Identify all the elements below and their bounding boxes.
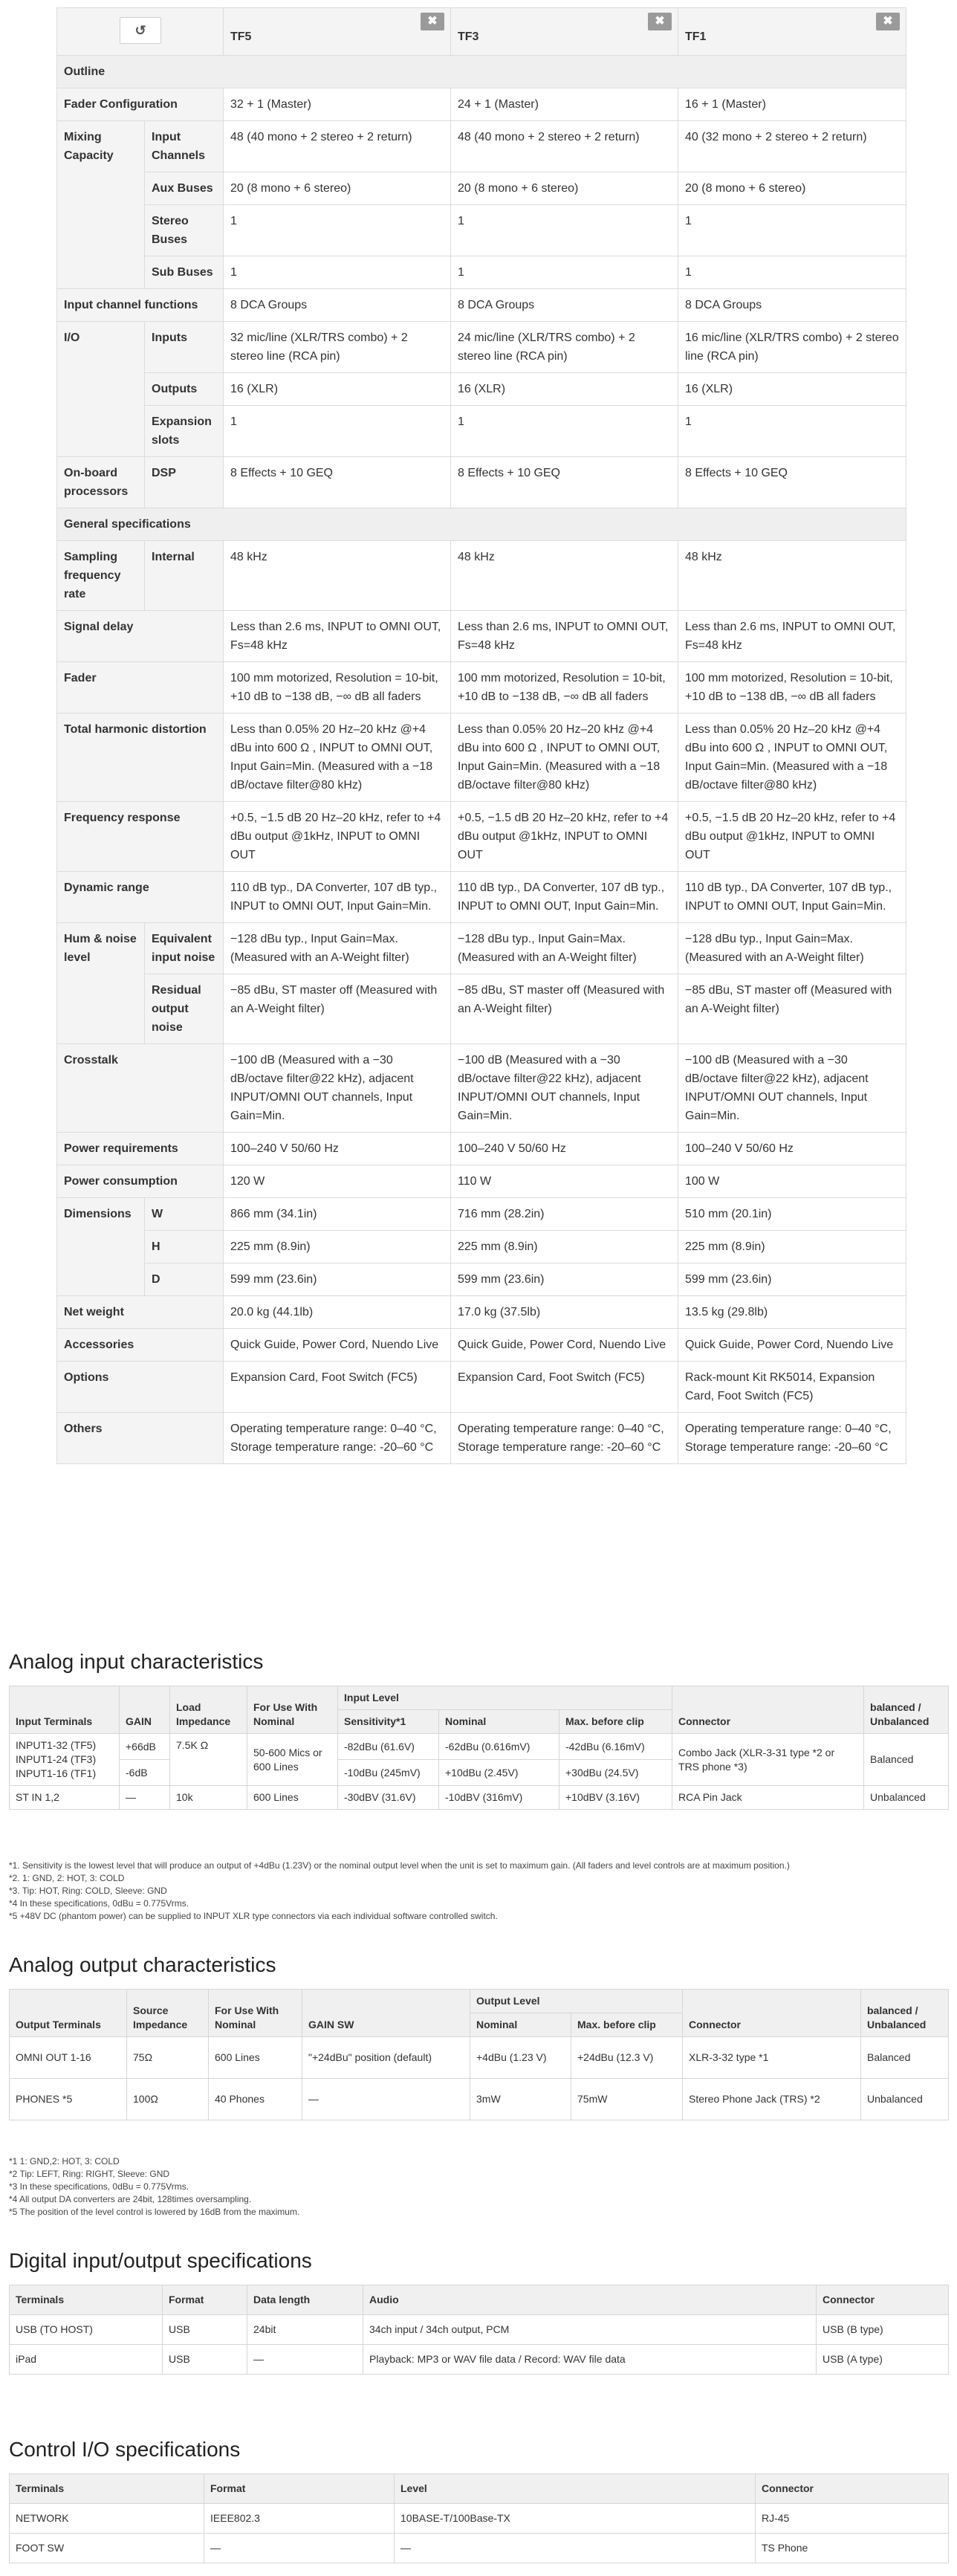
spec-value-tf5: 32 + 1 (Master) (224, 88, 451, 121)
spec-value-tf5: 100 mm motorized, Resolution = 10-bit, +10 dB to −138 dB, −∞ dB all faders (224, 662, 451, 713)
balanced-cell: Balanced (864, 1734, 949, 1786)
spec-value-tf3: 48 kHz (451, 541, 678, 611)
col-data-length: Data length (247, 2285, 363, 2315)
spec-value-tf5: 8 DCA Groups (224, 289, 451, 322)
sensitivity-cell: -30dBV (31.6V) (338, 1786, 439, 1810)
spec-row (57, 457, 906, 508)
spec-value-tf3: 20 (8 mono + 6 stereo) (451, 172, 678, 205)
footnote: *2 Tip: LEFT, Ring: RIGHT, Sleeve: GND (9, 2169, 170, 2179)
spec-value-tf1: −100 dB (Measured with a −30 dB/octave filter@22 kHz), adjacent INPUT/OMNI OUT channels, Input Gain=Min. (678, 1044, 906, 1133)
spec-label: Frequency response (57, 802, 224, 872)
table-row (10, 1734, 949, 1760)
table-row (10, 1786, 949, 1810)
spec-value-tf1: −128 dBu typ., Input Gain=Max. (Measured with an A-Weight filter) (678, 923, 906, 974)
spec-row (57, 1133, 906, 1165)
spec-value-tf5: 866 mm (34.1in) (224, 1198, 451, 1231)
col-nominal: Nominal (439, 1710, 559, 1734)
spec-value-tf3: Operating temperature range: 0–40 °C, Storage temperature range: -20–60 °C (451, 1413, 678, 1464)
sensitivity-cell: -82dBu (61.6V) (338, 1734, 439, 1760)
spec-label: Accessories (57, 1329, 224, 1362)
max-cell: 75mW (571, 2079, 683, 2120)
spec-value-tf3: 24 + 1 (Master) (451, 88, 678, 121)
spec-sublabel: W (145, 1198, 224, 1231)
spec-value-tf3: +0.5, −1.5 dB 20 Hz–20 kHz, refer to +4 dBu output @1kHz, INPUT to OMNI OUT (451, 802, 678, 872)
spec-value-tf5: Operating temperature range: 0–40 °C, Storage temperature range: -20–60 °C (224, 1413, 451, 1464)
remove-tf3-button[interactable]: ✖ (648, 13, 672, 30)
connector-cell: RJ-45 (756, 2504, 949, 2534)
spec-value-tf5: −100 dB (Measured with a −30 dB/octave filter@22 kHz), adjacent INPUT/OMNI OUT channels, Input Gain=Min. (224, 1044, 451, 1133)
table-row (10, 2315, 949, 2345)
col-gain-sw: GAIN SW (302, 1990, 470, 2037)
spec-value-tf1: 48 kHz (678, 541, 906, 611)
model-column-tf1 (678, 8, 906, 56)
spec-value-tf3: 100–240 V 50/60 Hz (451, 1133, 678, 1165)
max-cell: -42dBu (6.16mV) (559, 1734, 672, 1760)
spec-row (57, 923, 906, 974)
col-nominal-use: For Use With Nominal (247, 1686, 338, 1734)
col-output-terminals: Output Terminals (10, 1990, 127, 2037)
control-io-title: Control I/O specifications (9, 2438, 241, 2461)
spec-value-tf5: Less than 0.05% 20 Hz–20 kHz @+4 dBu into 600 Ω , INPUT to OMNI OUT, Input Gain=Min. (Measured with a −18 dB/octave filter@80 kHz) (224, 713, 451, 802)
spec-value-tf5: 20 (8 mono + 6 stereo) (224, 172, 451, 205)
spec-row (57, 88, 906, 121)
output-terminals-cell: PHONES *5 (10, 2079, 127, 2120)
section-header-row (57, 56, 906, 88)
footnote: *1. Sensitivity is the lowest level that will produce an output of +4dBu (1.23V) or the nominal output level when the unit is set to maximum gain. (All faders and level controls are at maximum position.) (9, 1860, 790, 1871)
spec-value-tf3: 716 mm (28.2in) (451, 1198, 678, 1231)
spec-label: Mixing Capacity (57, 121, 145, 289)
section-title: General specifications (57, 508, 906, 541)
spec-row (57, 1296, 906, 1329)
spec-label: Hum & noise level (57, 923, 145, 1044)
load-cell: 10k (170, 1786, 247, 1810)
use-cell: 600 Lines (247, 1786, 338, 1810)
spec-row (57, 289, 906, 322)
connector-cell: USB (A type) (817, 2345, 949, 2375)
spec-value-tf5: 100–240 V 50/60 Hz (224, 1133, 451, 1165)
col-max-before-clip: Max. before clip (559, 1710, 672, 1734)
col-output-level: Output Level (470, 1990, 683, 2013)
spec-row (57, 373, 906, 406)
spec-value-tf1: Quick Guide, Power Cord, Nuendo Live (678, 1329, 906, 1362)
analog-input-notes (9, 1860, 790, 1923)
col-connector: Connector (817, 2285, 949, 2315)
spec-row (57, 662, 906, 713)
spec-value-tf3: Quick Guide, Power Cord, Nuendo Live (451, 1329, 678, 1362)
source-cell: 75Ω (127, 2037, 209, 2079)
spec-sublabel: Equivalent input noise (145, 923, 224, 974)
section-title: Outline (57, 56, 906, 88)
table-row (10, 2079, 949, 2120)
spec-value-tf1: 13.5 kg (29.8lb) (678, 1296, 906, 1329)
section-header-row (57, 508, 906, 541)
spec-sublabel: Sub Buses (145, 256, 224, 289)
gain-cell: +66dB (120, 1734, 170, 1760)
spec-sublabel: H (145, 1231, 224, 1263)
spec-value-tf1: 1 (678, 406, 906, 457)
spec-value-tf5: 48 kHz (224, 541, 451, 611)
connector-cell: USB (B type) (817, 2315, 949, 2345)
spec-value-tf3: 16 (XLR) (451, 373, 678, 406)
source-cell: 100Ω (127, 2079, 209, 2120)
gain-cell: — (120, 1786, 170, 1810)
footnote: *2. 1: GND, 2: HOT, 3: COLD (9, 1873, 125, 1883)
spec-value-tf1: 20 (8 mono + 6 stereo) (678, 172, 906, 205)
spec-value-tf3: 225 mm (8.9in) (451, 1231, 678, 1263)
model-name: TF1 (685, 30, 707, 43)
level-cell: 10BASE-T/100Base-TX (395, 2504, 756, 2534)
table-row (10, 2345, 949, 2375)
data-length-cell: — (247, 2345, 363, 2375)
footnote: *4 All output DA converters are 24bit, 128times oversampling. (9, 2194, 252, 2204)
spec-sublabel: Aux Buses (145, 172, 224, 205)
spec-row (57, 1165, 906, 1198)
col-terminals: Terminals (10, 2474, 204, 2504)
spec-value-tf1: 100 mm motorized, Resolution = 10-bit, +10 dB to −138 dB, −∞ dB all faders (678, 662, 906, 713)
col-terminals: Terminals (10, 2285, 163, 2315)
spec-value-tf5: −128 dBu typ., Input Gain=Max. (Measured with an A-Weight filter) (224, 923, 451, 974)
model-column-tf3 (451, 8, 678, 56)
spec-value-tf3: 17.0 kg (37.5lb) (451, 1296, 678, 1329)
spec-value-tf1: 110 dB typ., DA Converter, 107 dB typ., INPUT to OMNI OUT, Input Gain=Min. (678, 872, 906, 923)
spec-value-tf5: 32 mic/line (XLR/TRS combo) + 2 stereo line (RCA pin) (224, 322, 451, 373)
footnote: *3. Tip: HOT, Ring: COLD, Sleeve: GND (9, 1886, 167, 1896)
spec-label: Options (57, 1362, 224, 1413)
spec-value-tf1: −85 dBu, ST master off (Measured with an A-Weight filter) (678, 974, 906, 1044)
spec-value-tf5: Expansion Card, Foot Switch (FC5) (224, 1362, 451, 1413)
connector-cell: XLR-3-32 type *1 (683, 2037, 861, 2079)
terminals-cell: FOOT SW (10, 2534, 204, 2563)
analog-output-title: Analog output characteristics (9, 1953, 276, 1976)
spec-label: Power requirements (57, 1133, 224, 1165)
gain-cell: -6dB (120, 1760, 170, 1786)
control-io-table (9, 2473, 949, 2563)
spec-sublabel: Residual output noise (145, 974, 224, 1044)
col-level: Level (395, 2474, 756, 2504)
max-cell: +24dBu (12.3 V) (571, 2037, 683, 2079)
spec-value-tf1: Rack-mount Kit RK5014, Expansion Card, Foot Switch (FC5) (678, 1362, 906, 1413)
audio-cell: 34ch input / 34ch output, PCM (363, 2315, 817, 2345)
spec-row (57, 205, 906, 256)
format-cell: IEEE802.3 (204, 2504, 395, 2534)
spec-label: Net weight (57, 1296, 224, 1329)
spec-value-tf5: 48 (40 mono + 2 stereo + 2 return) (224, 121, 451, 172)
footnote: *1 1: GND,2: HOT, 3: COLD (9, 2156, 120, 2166)
spec-value-tf3: 48 (40 mono + 2 stereo + 2 return) (451, 121, 678, 172)
spec-label: Others (57, 1413, 224, 1464)
input-terminals-cell: INPUT1-32 (TF5) INPUT1-24 (TF3) INPUT1-16 (TF1) (10, 1734, 120, 1786)
spec-value-tf5: 16 (XLR) (224, 373, 451, 406)
col-connector: Connector (756, 2474, 949, 2504)
spec-sublabel: Outputs (145, 373, 224, 406)
spec-row (57, 1231, 906, 1263)
digital-io-title: Digital input/output specifications (9, 2249, 312, 2272)
spec-value-tf1: Less than 2.6 ms, INPUT to OMNI OUT, Fs=48 kHz (678, 611, 906, 662)
col-gain: GAIN (120, 1686, 170, 1734)
format-cell: USB (163, 2345, 247, 2375)
spec-sublabel: Stereo Buses (145, 205, 224, 256)
col-nominal: Nominal (470, 2013, 571, 2037)
model-name: TF3 (458, 30, 479, 43)
spec-sublabel: Inputs (145, 322, 224, 373)
spec-value-tf1: Operating temperature range: 0–40 °C, Storage temperature range: -20–60 °C (678, 1413, 906, 1464)
col-balanced: balanced / Unbalanced (864, 1686, 949, 1734)
terminals-cell: USB (TO HOST) (10, 2315, 163, 2345)
spec-value-tf5: −85 dBu, ST master off (Measured with an A-Weight filter) (224, 974, 451, 1044)
spec-row (57, 121, 906, 172)
footnote: *3 In these specifications, 0dBu = 0.775Vrms. (9, 2181, 189, 2192)
spec-value-tf3: 1 (451, 406, 678, 457)
analog-input-table (9, 1686, 949, 1810)
spec-row (57, 1044, 906, 1133)
spec-row (57, 1362, 906, 1413)
spec-label: Power consumption (57, 1165, 224, 1198)
spec-label: I/O (57, 322, 145, 457)
spec-label: On-board processors (57, 457, 145, 508)
spec-sublabel: DSP (145, 457, 224, 508)
table-row (10, 2037, 949, 2079)
balanced-cell: Unbalanced (864, 1786, 949, 1810)
col-load-impedance: Load Impedance (170, 1686, 247, 1734)
spec-row (57, 406, 906, 457)
terminals-cell: NETWORK (10, 2504, 204, 2534)
connector-cell: RCA Pin Jack (672, 1786, 864, 1810)
spec-sublabel: Input Channels (145, 121, 224, 172)
input-terminals-cell: ST IN 1,2 (10, 1786, 120, 1810)
table-row (10, 2534, 949, 2563)
spec-value-tf1: 16 mic/line (XLR/TRS combo) + 2 stereo line (RCA pin) (678, 322, 906, 373)
spec-value-tf1: 1 (678, 256, 906, 289)
spec-value-tf5: 225 mm (8.9in) (224, 1231, 451, 1263)
remove-tf1-button[interactable]: ✖ (876, 13, 900, 30)
spec-row (57, 1198, 906, 1231)
terminals-cell: iPad (10, 2345, 163, 2375)
sensitivity-cell: -10dBu (245mV) (338, 1760, 439, 1786)
nominal-cell: -62dBu (0.616mV) (439, 1734, 559, 1760)
spec-value-tf1: 510 mm (20.1in) (678, 1198, 906, 1231)
spec-value-tf5: 120 W (224, 1165, 451, 1198)
use-cell: 40 Phones (209, 2079, 302, 2120)
max-cell: +10dBV (3.16V) (559, 1786, 672, 1810)
spec-value-tf1: 16 (XLR) (678, 373, 906, 406)
connector-cell: TS Phone (756, 2534, 949, 2563)
spec-row (57, 1263, 906, 1296)
col-max-before-clip: Max. before clip (571, 2013, 683, 2037)
spec-value-tf5: 1 (224, 256, 451, 289)
spec-value-tf5: 8 Effects + 10 GEQ (224, 457, 451, 508)
connector-cell: Stereo Phone Jack (TRS) *2 (683, 2079, 861, 2120)
load-cell: 7.5K Ω (170, 1734, 247, 1786)
spec-value-tf3: 8 DCA Groups (451, 289, 678, 322)
balanced-cell: Unbalanced (861, 2079, 949, 2120)
spec-label: Fader Configuration (57, 88, 224, 121)
spec-value-tf3: Less than 2.6 ms, INPUT to OMNI OUT, Fs=48 kHz (451, 611, 678, 662)
spec-value-tf1: 599 mm (23.6in) (678, 1263, 906, 1296)
spec-value-tf5: 599 mm (23.6in) (224, 1263, 451, 1296)
spec-value-tf1: 8 Effects + 10 GEQ (678, 457, 906, 508)
analog-output-table (9, 1989, 949, 2120)
spec-label: Input channel functions (57, 289, 224, 322)
spec-value-tf3: 599 mm (23.6in) (451, 1263, 678, 1296)
col-source-impedance: Source Impedance (127, 1990, 209, 2037)
spec-value-tf1: 100 W (678, 1165, 906, 1198)
nominal-cell: +4dBu (1.23 V) (470, 2037, 571, 2079)
spec-value-tf1: 40 (32 mono + 2 stereo + 2 return) (678, 121, 906, 172)
spec-row (57, 802, 906, 872)
spec-label: Total harmonic distortion (57, 713, 224, 802)
spec-value-tf1: 16 + 1 (Master) (678, 88, 906, 121)
spec-value-tf5: Less than 2.6 ms, INPUT to OMNI OUT, Fs=48 kHz (224, 611, 451, 662)
spec-value-tf5: 1 (224, 205, 451, 256)
model-name: TF5 (230, 30, 252, 43)
col-input-level: Input Level (338, 1686, 672, 1710)
spec-value-tf3: 24 mic/line (XLR/TRS combo) + 2 stereo line (RCA pin) (451, 322, 678, 373)
spec-value-tf1: 100–240 V 50/60 Hz (678, 1133, 906, 1165)
max-cell: +30dBu (24.5V) (559, 1760, 672, 1786)
spec-value-tf1: +0.5, −1.5 dB 20 Hz–20 kHz, refer to +4 dBu output @1kHz, INPUT to OMNI OUT (678, 802, 906, 872)
spec-row (57, 256, 906, 289)
format-cell: USB (163, 2315, 247, 2345)
spec-value-tf5: Quick Guide, Power Cord, Nuendo Live (224, 1329, 451, 1362)
spec-value-tf3: −128 dBu typ., Input Gain=Max. (Measured with an A-Weight filter) (451, 923, 678, 974)
spec-row (57, 1413, 906, 1464)
spec-value-tf3: 100 mm motorized, Resolution = 10-bit, +10 dB to −138 dB, −∞ dB all faders (451, 662, 678, 713)
analog-output-notes (9, 2155, 299, 2219)
spec-value-tf3: −100 dB (Measured with a −30 dB/octave filter@22 kHz), adjacent INPUT/OMNI OUT channels, Input Gain=Min. (451, 1044, 678, 1133)
spec-row (57, 611, 906, 662)
model-column-tf5 (224, 8, 451, 56)
spec-value-tf1: 1 (678, 205, 906, 256)
spec-row (57, 1329, 906, 1362)
level-cell: — (395, 2534, 756, 2563)
gain-sw-cell: "+24dBu" position (default) (302, 2037, 470, 2079)
spec-sublabel: Internal (145, 541, 224, 611)
use-cell: 50-600 Mics or 600 Lines (247, 1734, 338, 1786)
col-connector: Connector (683, 1990, 861, 2037)
col-format: Format (204, 2474, 395, 2504)
footnote: *4 In these specifications, 0dBu = 0.775Vrms. (9, 1898, 189, 1909)
spec-label: Signal delay (57, 611, 224, 662)
spec-label: Fader (57, 662, 224, 713)
use-cell: 600 Lines (209, 2037, 302, 2079)
gain-sw-cell: — (302, 2079, 470, 2120)
spec-value-tf3: −85 dBu, ST master off (Measured with an A-Weight filter) (451, 974, 678, 1044)
format-cell: — (204, 2534, 395, 2563)
spec-value-tf5: +0.5, −1.5 dB 20 Hz–20 kHz, refer to +4 dBu output @1kHz, INPUT to OMNI OUT (224, 802, 451, 872)
spec-value-tf3: 110 dB typ., DA Converter, 107 dB typ., INPUT to OMNI OUT, Input Gain=Min. (451, 872, 678, 923)
col-balanced: balanced / Unbalanced (861, 1990, 949, 2037)
spec-row (57, 322, 906, 373)
balanced-cell: Balanced (861, 2037, 949, 2079)
nominal-cell: +10dBu (2.45V) (439, 1760, 559, 1786)
spec-value-tf5: 1 (224, 406, 451, 457)
spec-row (57, 713, 906, 802)
col-nominal-use: For Use With Nominal (209, 1990, 302, 2037)
spec-value-tf3: Less than 0.05% 20 Hz–20 kHz @+4 dBu into 600 Ω , INPUT to OMNI OUT, Input Gain=Min. (Measured with a −18 dB/octave filter@80 kHz) (451, 713, 678, 802)
spec-value-tf3: 8 Effects + 10 GEQ (451, 457, 678, 508)
spec-row (57, 974, 906, 1044)
footnote: *5 +48V DC (phantom power) can be supplied to INPUT XLR type connectors via each individual software controlled switch. (9, 1911, 498, 1921)
reset-comparison-button[interactable]: ↺ (120, 17, 161, 44)
spec-value-tf5: 110 dB typ., DA Converter, 107 dB typ., INPUT to OMNI OUT, Input Gain=Min. (224, 872, 451, 923)
analog-input-title: Analog input characteristics (9, 1650, 264, 1673)
spec-row (57, 172, 906, 205)
spec-value-tf3: 110 W (451, 1165, 678, 1198)
spec-value-tf3: 1 (451, 205, 678, 256)
data-length-cell: 24bit (247, 2315, 363, 2345)
col-audio: Audio (363, 2285, 817, 2315)
col-sensitivity: Sensitivity*1 (338, 1710, 439, 1734)
digital-io-table (9, 2285, 949, 2375)
footnote: *5 The position of the level control is lowered by 16dB from the maximum. (9, 2207, 300, 2217)
spec-value-tf1: 8 DCA Groups (678, 289, 906, 322)
comparison-controls-cell (57, 8, 224, 56)
spec-value-tf3: 1 (451, 256, 678, 289)
spec-sublabel: D (145, 1263, 224, 1296)
connector-cell: Combo Jack (XLR-3-31 type *2 or TRS phone *3) (672, 1734, 864, 1786)
audio-cell: Playback: MP3 or WAV file data / Record: WAV file data (363, 2345, 817, 2375)
spec-value-tf5: 20.0 kg (44.1lb) (224, 1296, 451, 1329)
spec-row (57, 541, 906, 611)
spec-sublabel: Expansion slots (145, 406, 224, 457)
nominal-cell: -10dBV (316mV) (439, 1786, 559, 1810)
output-terminals-cell: OMNI OUT 1-16 (10, 2037, 127, 2079)
spec-value-tf1: Less than 0.05% 20 Hz–20 kHz @+4 dBu into 600 Ω , INPUT to OMNI OUT, Input Gain=Min. (Measured with a −18 dB/octave filter@80 kHz) (678, 713, 906, 802)
spec-value-tf3: Expansion Card, Foot Switch (FC5) (451, 1362, 678, 1413)
spec-comparison-table (56, 7, 906, 1464)
spec-value-tf1: 225 mm (8.9in) (678, 1231, 906, 1263)
spec-row (57, 872, 906, 923)
table-row (10, 2504, 949, 2534)
spec-label: Dynamic range (57, 872, 224, 923)
nominal-cell: 3mW (470, 2079, 571, 2120)
col-format: Format (163, 2285, 247, 2315)
remove-tf5-button[interactable]: ✖ (421, 13, 444, 30)
col-connector: Connector (672, 1686, 864, 1734)
spec-label: Dimensions (57, 1198, 145, 1296)
spec-label: Crosstalk (57, 1044, 224, 1133)
spec-label: Sampling frequency rate (57, 541, 145, 611)
col-input-terminals: Input Terminals (10, 1686, 120, 1734)
